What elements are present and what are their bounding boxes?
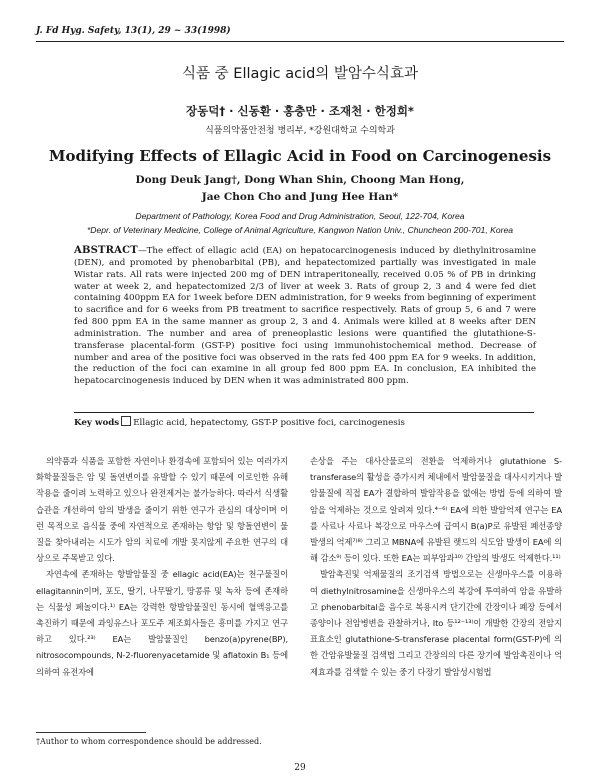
affiliation-korean: 식품의약품안전청 병리부, *강원대학교 수의학과 — [205, 126, 395, 136]
journal-citation: J. Fd Hyg. Safety, 13(1), 29 ~ 33(1998) — [36, 26, 231, 36]
authors-english-line1: Dong Deuk Jang†, Dong Whan Shin, Choong Man Hong, — [135, 174, 465, 186]
body-paragraph: 의약품과 식품을 포함한 자연이나 환경속에 포함되어 있는 여러가지 화학물질들은 암 및 돌연변이를 유발할 수 있기 때문에 이로인한 유해작용을 줄이려 노력하고 있으나 완전제거는 불가능하다. 따라서 식생활 습관을 개선하여 암의 발생을 줄이기 위한 연구가 관심의 대상이며 이런 목적으로 음식물 중에 자연적으로 존재하는 항암 및 항돌연변이 물질을 찾아내려는 시도가 암의 치료에 개발 못지않게 주요한 연구의 대상으로 주목받고 있다. — [36, 456, 288, 564]
body-column-left — [36, 453, 288, 680]
checkbox-icon — [121, 416, 131, 426]
title-korean: 식품 중 Ellagic acid의 발암수식효과 — [182, 66, 418, 82]
keywords-label: Key wods — [74, 418, 120, 428]
footnote: †Author to whom correspondence should be addressed. — [36, 737, 262, 746]
page-number: 29 — [294, 763, 306, 773]
affiliation-english-line1: Department of Pathology, Korea Food and Drug Administration, Seoul, 122-704, Korea — [135, 211, 465, 221]
abstract-text: —The effect of ellagic acid (EA) on hepatocarcinogenesis induced by diethylnitrosamine (DEN), and promoted by phenobarbital (PB), and hepatectomized partially was investigated in male Wistar rats. All rats were injected 200 mg of DEN intraperitoneally, received 0.05 % of PB in drinking water at week 2, and hepatectomized 2/3 of liver at week 3. Rats of group 2, 3 and 4 were fed diet containing 400ppm EA for 1week before DEN administration, for 9 weeks from beginning of experiment to sacrifice and for 6 weeks from PB treatment to sacrifice respectively. Rats of group 5, 6 and 7 were fed 800 ppm EA in the same manner as group 2, 3 and 4. Animals were killed at 8 weeks after DEN administration. The number and area of preneoplastic lesions were quantified the glutathione-S-transferase placental-form (GST-P) positive foci using immunohistochemical method. Decrease of number and area of the positive foci was observed in the rats fed 400 ppm EA for 9 weeks. In addition, the reduction of the foci can examine in all group fed 800 ppm EA. In conclusion, EA inhibited the hepatocarcinogenesis induced by DEN when it was administrated 800 ppm. — [74, 246, 536, 387]
abstract-label: ABSTRACT — [74, 245, 138, 256]
authors-english-line2: Jae Chon Cho and Jung Hee Han* — [201, 191, 399, 203]
body-paragraph: 자연속에 존재하는 항발암물질 중 ellagic acid(EA)는 천구물질이 ellagitannin이며, 포도, 딸기, 나무딸기, 땅콩류 및 녹차 등에 존재하는 식물성 페놀이다.¹⁾ EA는 강력한 항발암물질인 동시에 혈액응고를 촉진하기 때문에 과잉유스나 포도주 제조회사들은 흥미를 가지고 연구하고 있다.²³⁾ EA는 발암물질인 benzo(a)pyrene(BP), nitrosocompounds, N-2-fluorenyacetamide 및 aflatoxin B₁ 등에 의하여 유전자에 — [36, 569, 288, 677]
affiliation-english — [60, 210, 540, 237]
footnote-rule — [36, 732, 146, 733]
abstract — [74, 245, 536, 388]
header-rule — [36, 41, 564, 42]
body-paragraph: 발암촉진및 억제물질의 조기검색 방법으로는 신생마우스를 이용하여 diethylnitrosamine을 신생마우스의 복강에 투여하여 암을 유발하고 phenobarbital을 음수로 복용시켜 단기간에 간장이나 폐장 등에서 종양이나 전암병변을 관찰하거나, Ito 등¹²⁻¹³⁾이 개발한 간장의 전암지표효소인 glutathione-S-transferase placental form(GST-P)에 의한 간암유발물질 검색법 그리고 간장의의 다른 장기에 발암촉진이나 억제효과를 검색할 수 있는 중기 다장기 발암성시험법 — [310, 569, 562, 677]
affiliation-english-line2: *Depr. of Veterinary Medicine, College of Animal Agriculture, Kangwon Nation Univ., Chuncheon 200-701, Korea — [86, 224, 514, 235]
body-column-right — [310, 453, 562, 680]
keywords — [74, 416, 405, 428]
body-paragraph: 손상을 주는 대사산물로의 전환을 억제하거나 glutathione S-transferase의 활성을 증가시켜 체내에서 발암물질을 대사시키거나 발암물질에 직접 EA가 결합하여 발암작용을 없애는 방법 등에 의하여 발암을 억제하는 것으로 알려져 있다.⁴⁻⁶⁾ EA에 의한 발암억제 연구는 EA를 사료나 사료나 복강으로 마우스에 급여시 B(a)P로 유발된 폐선종양 발생의 억제⁷⁾⁸⁾ 그리고 MBNA에 유발된 랫드의 식도암 발생이 EA에 의해 감소⁹⁾ 등이 있다. 또한 EA는 피부암과¹⁰⁾ 간암의 발생도 억제한다.¹¹⁾ — [310, 456, 562, 564]
title-english: Modifying Effects of Ellagic Acid in Food on Carcinogenesis — [48, 147, 552, 165]
authors-korean: 장동덕† · 신동환 · 홍충만 · 조재천 · 한정희* — [186, 104, 414, 118]
keywords-text: Ellagic acid, hepatectomy, GST-P positive foci, carcinogenesis — [133, 418, 405, 428]
abstract-rule — [74, 412, 534, 413]
authors-english — [0, 172, 600, 206]
